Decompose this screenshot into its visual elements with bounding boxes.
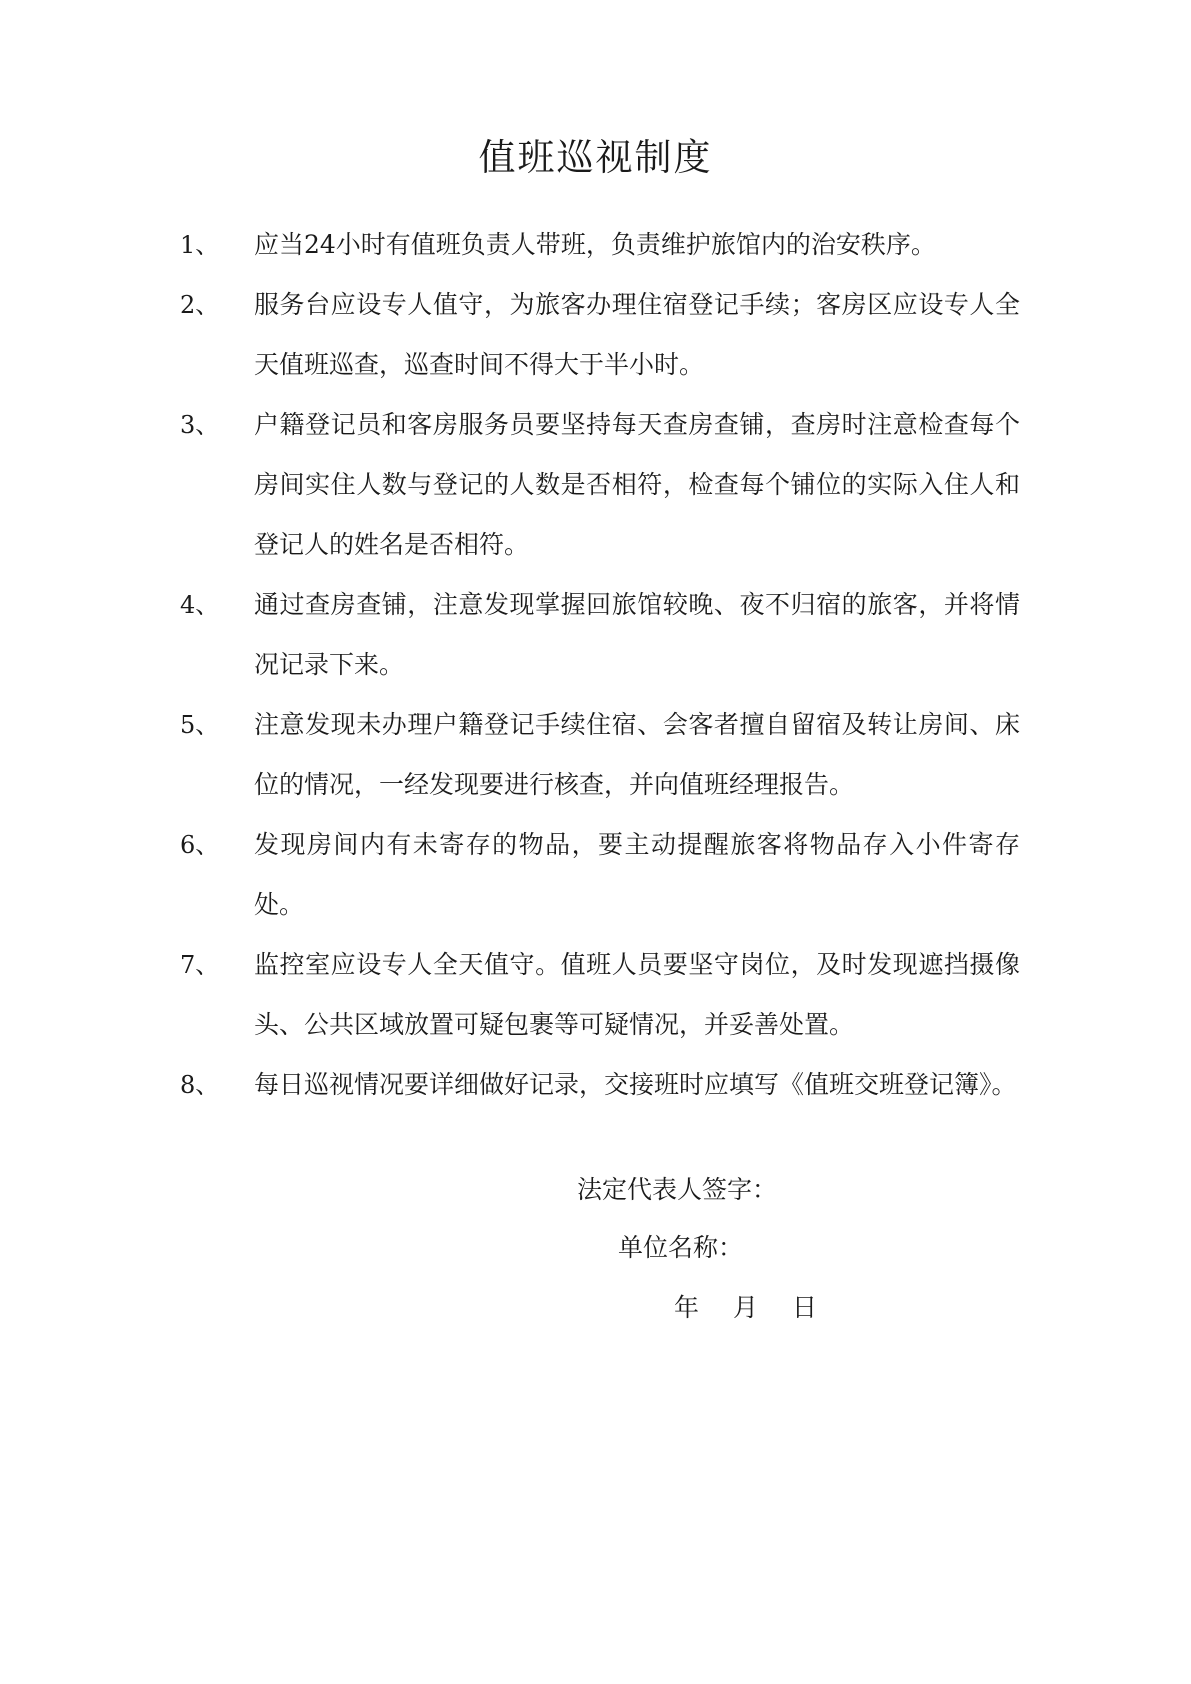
rule-number: 3、 — [180, 411, 220, 439]
rule-number: 8、 — [180, 1071, 220, 1099]
rule-text: 监控室应设专人全天值守。值班人员要坚守岗位，及时发现遮挡摄像头、公共区域放置可疑包裹等可疑情况，并妥善处置。 — [254, 950, 1020, 1039]
rule-number: 2、 — [180, 291, 220, 319]
rule-item-8 — [180, 1055, 1020, 1115]
rule-number: 6、 — [180, 831, 220, 859]
rule-text: 通过查房查铺，注意发现掌握回旅馆较晚、夜不归宿的旅客，并将情况记录下来。 — [254, 590, 1020, 679]
rule-item-5 — [180, 695, 1020, 815]
rule-number: 7、 — [180, 951, 220, 979]
rule-text: 每日巡视情况要详细做好记录，交接班时应填写《值班交班登记簿》。 — [254, 1070, 1017, 1099]
rule-text: 注意发现未办理户籍登记手续住宿、会客者擅自留宿及转让房间、床位的情况，一经发现要进行核查，并向值班经理报告。 — [254, 710, 1020, 799]
rule-item-6 — [180, 815, 1020, 935]
rule-text: 服务台应设专人值守，为旅客办理住宿登记手续；客房区应设专人全天值班巡查，巡查时间不得大于半小时。 — [254, 290, 1020, 379]
rule-text: 户籍登记员和客房服务员要坚持每天查房查铺，查房时注意检查每个房间实住人数与登记的人数是否相符，检查每个铺位的实际入住人和登记人的姓名是否相符。 — [254, 410, 1020, 559]
rule-item-7 — [180, 935, 1020, 1055]
rule-text: 应当24小时有值班负责人带班，负责维护旅馆内的治安秩序。 — [254, 230, 936, 259]
rule-text: 发现房间内有未寄存的物品，要主动提醒旅客将物品存入小件寄存处。 — [254, 830, 1020, 919]
date-year-label: 年 — [674, 1293, 700, 1322]
legal-representative-signature-label: 法定代表人签字： — [577, 1175, 778, 1204]
document-title: 值班巡视制度 — [478, 136, 713, 179]
rules-list — [180, 215, 1020, 1115]
rule-item-1 — [180, 215, 1020, 275]
rule-number: 5、 — [180, 711, 220, 739]
date-day-label: 日 — [792, 1293, 818, 1322]
date-line — [674, 1288, 817, 1328]
rule-item-3 — [180, 395, 1020, 575]
rule-number: 4、 — [180, 591, 220, 619]
unit-name-label: 单位名称： — [618, 1233, 744, 1262]
rule-item-4 — [180, 575, 1020, 695]
rule-number: 1、 — [180, 231, 220, 259]
date-month-label: 月 — [733, 1293, 759, 1322]
rule-item-2 — [180, 275, 1020, 395]
